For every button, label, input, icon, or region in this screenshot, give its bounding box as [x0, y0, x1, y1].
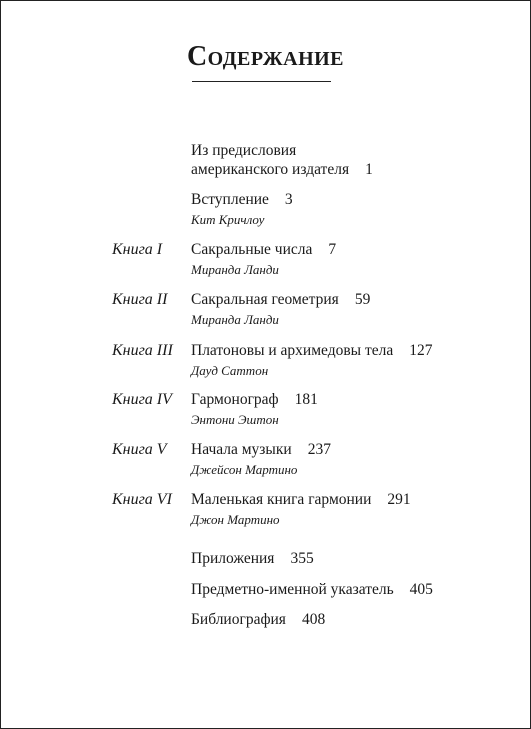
- page-number: 7: [328, 241, 337, 258]
- entry-line: [191, 342, 432, 360]
- entry-title: Из предисловия: [191, 142, 297, 159]
- entry-author: Джон Мартино: [191, 512, 280, 527]
- entry-title: Библиография: [191, 611, 286, 628]
- book-label: Книга V: [112, 441, 167, 458]
- entry-line: [191, 491, 411, 509]
- entry-author: Дауд Саттон: [191, 363, 269, 378]
- entry-title: Маленькая книга гармонии: [191, 491, 372, 508]
- entry-author: Миранда Ланди: [191, 262, 279, 277]
- title-underline: [192, 81, 331, 82]
- entry-line: [191, 550, 314, 568]
- entry-title: Гармонограф: [191, 391, 279, 408]
- entry-title: Сакральная геометрия: [191, 291, 339, 308]
- entry-title-line2: [191, 161, 373, 179]
- page-number: 3: [284, 191, 293, 208]
- entry-line: [191, 441, 331, 459]
- page-number: 59: [354, 291, 371, 308]
- entry-title: Платоновы и архимедовы тела: [191, 342, 394, 359]
- page-title: Содержание: [186, 41, 345, 72]
- entry-title: Начала музыки: [191, 441, 292, 458]
- entry-title: Приложения: [191, 550, 275, 567]
- entry-line: [191, 391, 318, 409]
- book-label: Книга III: [112, 342, 173, 359]
- page-number: 355: [290, 550, 314, 567]
- entry-author: Джейсон Мартино: [191, 462, 298, 477]
- entry-title: Сакральные числа: [191, 241, 313, 258]
- entry-author: Миранда Ланди: [191, 312, 279, 327]
- page-number: 291: [387, 491, 411, 508]
- book-label: Книга I: [112, 241, 163, 258]
- entry-title: Предметно-именной указатель: [191, 581, 394, 598]
- entry-author: Кит Кричлоу: [191, 212, 265, 227]
- page-number: 405: [409, 581, 433, 598]
- entry-author: Энтони Эштон: [191, 412, 279, 427]
- page-number: 408: [301, 611, 326, 628]
- book-label: Книга II: [112, 291, 168, 308]
- entry-title-cont: американского издателя: [191, 161, 350, 178]
- entry-line: [191, 191, 293, 209]
- entry-title: Вступление: [191, 191, 269, 208]
- entry-line: [191, 241, 336, 259]
- entry-line: [191, 291, 370, 309]
- page-number: 1: [365, 161, 373, 178]
- entry-line: [191, 581, 433, 599]
- page-number: 237: [307, 441, 331, 458]
- page-number: 181: [294, 391, 318, 408]
- page-number: 127: [409, 342, 433, 359]
- book-label: Книга VI: [112, 491, 172, 508]
- book-label: Книга IV: [112, 391, 172, 408]
- entry-line: [191, 611, 325, 629]
